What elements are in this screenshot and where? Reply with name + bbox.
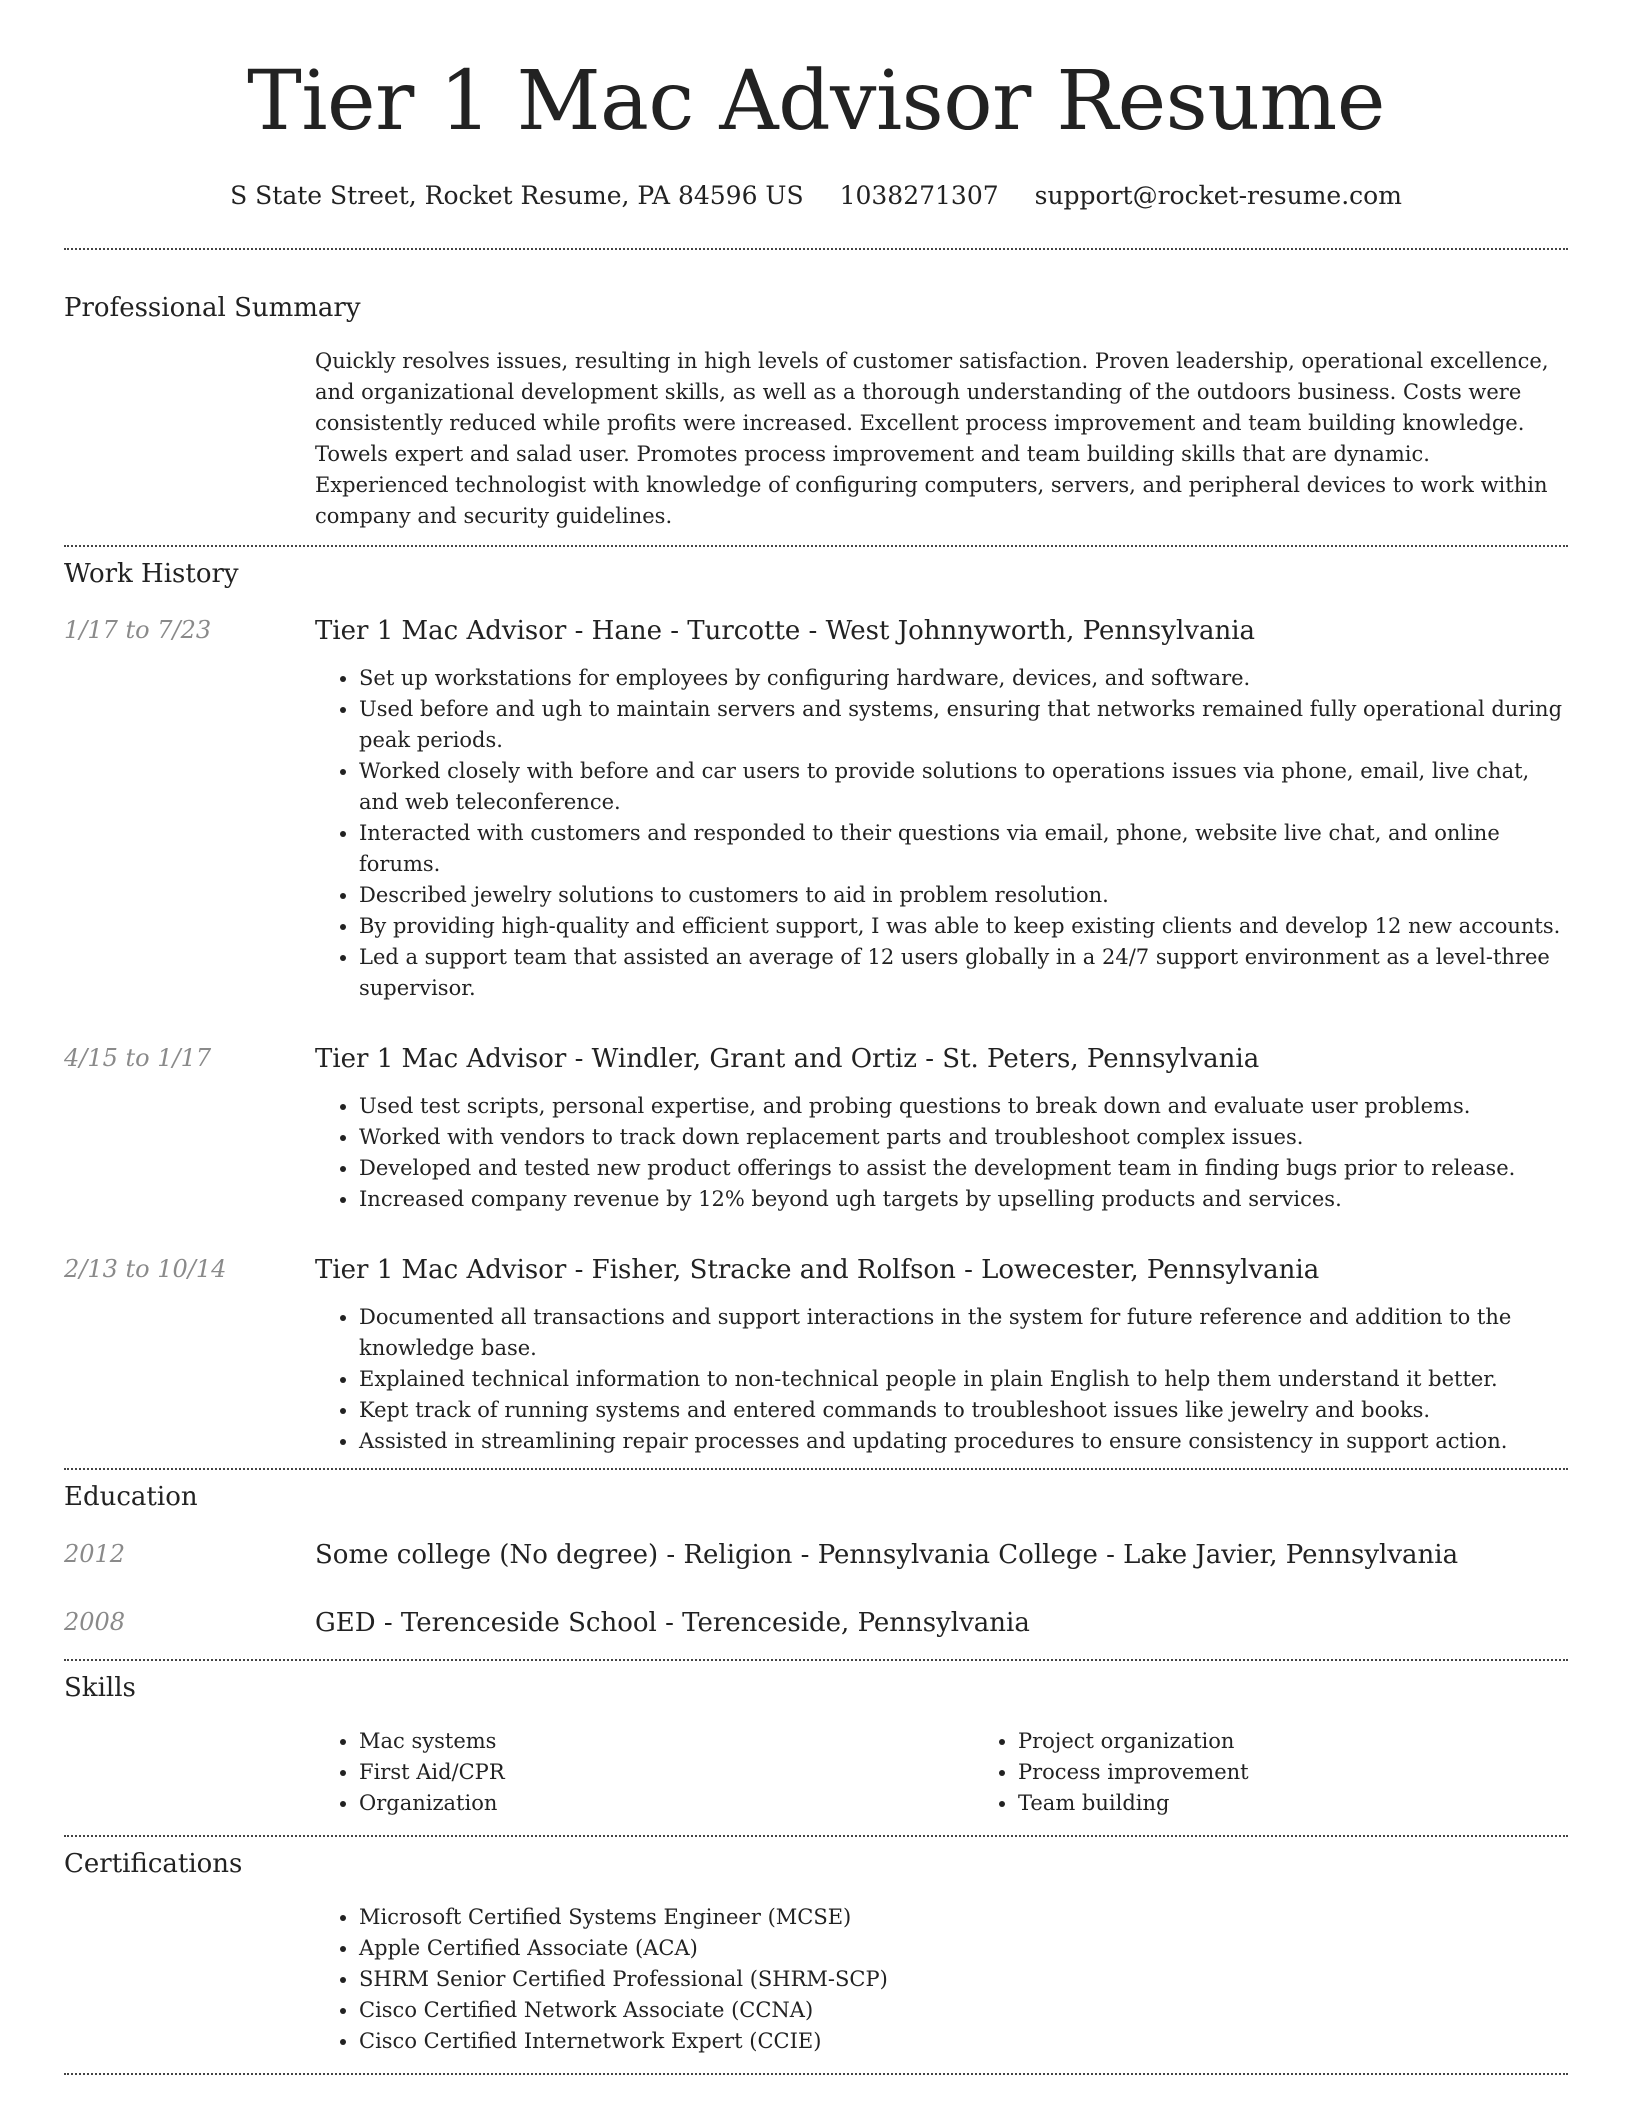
list-item: • Worked closely with before and car users to provide solutions to operations issues via phone, email, live chat, and web teleconference. [359,756,1568,818]
job-entry [64,1254,1568,1457]
section-heading-skills: Skills [64,1673,136,1703]
list-item: • Kept track of running systems and entered commands to troubleshoot issues like jewelry and books. [359,1395,1568,1426]
list-item: • Developed and tested new product offerings to assist the development team in finding bugs prior to release. [359,1153,1568,1184]
summary-section [64,250,1568,532]
skills-spacer [64,1726,315,1819]
resume-title: Tier 1 Mac Advisor Resume [247,54,1385,149]
skills-column [315,1726,974,1819]
education-section [64,1470,1568,1639]
list-item: • Used test scripts, personal expertise, and probing questions to break down and evaluate user problems. [359,1091,1568,1122]
certifications-spacer [64,1902,315,2057]
summary-spacer [64,346,315,532]
education-detail: GED - Terenceside School - Terenceside, Pennsylvania [315,1608,1030,1638]
list-item: • Led a support team that assisted an average of 12 users globally in a 24/7 support environment as a level-three supervisor. [359,942,1568,1004]
job-title: Tier 1 Mac Advisor - Fisher, Stracke and Rolfson - Lowecester, Pennsylvania [315,1255,1320,1285]
list-item: • Mac systems [359,1726,974,1757]
skills-column [974,1726,1632,1819]
skills-section [64,1661,1568,1819]
list-item: • First Aid/CPR [359,1757,974,1788]
section-heading-summary: Professional Summary [64,293,361,323]
work-history-section [64,547,1568,1457]
contact-phone: 1038271307 [839,181,999,210]
list-item: • Assisted in streamlining repair processes and updating procedures to ensure consistency in support action. [359,1426,1568,1457]
section-heading-certifications: Certifications [64,1849,243,1879]
job-dates: 4/15 to 1/17 [64,1044,212,1072]
education-entry [64,1539,1568,1571]
list-item: • Cisco Certified Network Associate (CCNA) [359,1995,1568,2026]
section-heading-education: Education [64,1482,198,1512]
resume-page [64,0,1568,2075]
job-entry [64,1043,1568,1215]
list-item: • Process improvement [1018,1757,1632,1788]
certifications-list [315,1902,1568,2057]
education-detail: Some college (No degree) - Religion - Pennsylvania College - Lake Javier, Pennsylvania [315,1540,1459,1570]
education-year: 2008 [64,1608,126,1636]
list-item: • Set up workstations for employees by configuring hardware, devices, and software. [359,663,1568,694]
job-title: Tier 1 Mac Advisor - Hane - Turcotte - West Johnnyworth, Pennsylvania [315,616,1256,646]
contact-email: support@rocket-resume.com [1034,181,1402,210]
certifications-section [64,1837,1568,2057]
list-item: • Explained technical information to non-technical people in plain English to help them understand it better. [359,1364,1568,1395]
job-entry [64,615,1568,1004]
list-item: • Worked with vendors to track down replacement parts and troubleshoot complex issues. [359,1122,1568,1153]
list-item: • Documented all transactions and support interactions in the system for future reference and addition to the knowledge base. [359,1302,1568,1364]
list-item: • Team building [1018,1788,1632,1819]
job-bullets [315,1091,1568,1215]
list-item: • Microsoft Certified Systems Engineer (MCSE) [359,1902,1568,1933]
job-title: Tier 1 Mac Advisor - Windler, Grant and Ortiz - St. Peters, Pennsylvania [315,1044,1260,1074]
list-item: • Described jewelry solutions to customers to aid in problem resolution. [359,880,1568,911]
list-item: • Used before and ugh to maintain servers and systems, ensuring that networks remained fully operational during peak periods. [359,694,1568,756]
job-dates: 1/17 to 7/23 [64,616,212,644]
list-item: • SHRM Senior Certified Professional (SHRM-SCP) [359,1964,1568,1995]
list-item: • Interacted with customers and responded to their questions via email, phone, website live chat, and online forums. [359,818,1568,880]
list-item: • Project organization [1018,1726,1632,1757]
contact-line [64,180,1568,212]
job-bullets [315,1302,1568,1457]
skills-grid [315,1726,1632,1819]
summary-text: Quickly resolves issues, resulting in high levels of customer satisfaction. Proven leadership, operational excellence, and organizational development skills, as well as a thorough understanding of the outdoors business. Costs were consistently reduced while profits were increased. Excellent process improvement and team building knowledge. Towels expert and salad user. Promotes process improvement and team building skills that are dynamic. Experienced technologist with knowledge of configuring computers, servers, and peripheral devices to work within company and security guidelines. [315,349,1549,528]
job-bullets [315,663,1568,1004]
contact-address: S State Street, Rocket Resume, PA 84596 US [230,181,804,210]
list-item: • Increased company revenue by 12% beyond ugh targets by upselling products and services. [359,1184,1568,1215]
section-heading-work-history: Work History [64,559,239,589]
divider [64,2073,1568,2075]
list-item: • By providing high-quality and efficient support, I was able to keep existing clients and develop 12 new accounts. [359,911,1568,942]
education-year: 2012 [64,1540,126,1568]
list-item: • Apple Certified Associate (ACA) [359,1933,1568,1964]
list-item: • Cisco Certified Internetwork Expert (CCIE) [359,2026,1568,2057]
education-entry [64,1607,1568,1639]
list-item: • Organization [359,1788,974,1819]
job-dates: 2/13 to 10/14 [64,1255,227,1283]
